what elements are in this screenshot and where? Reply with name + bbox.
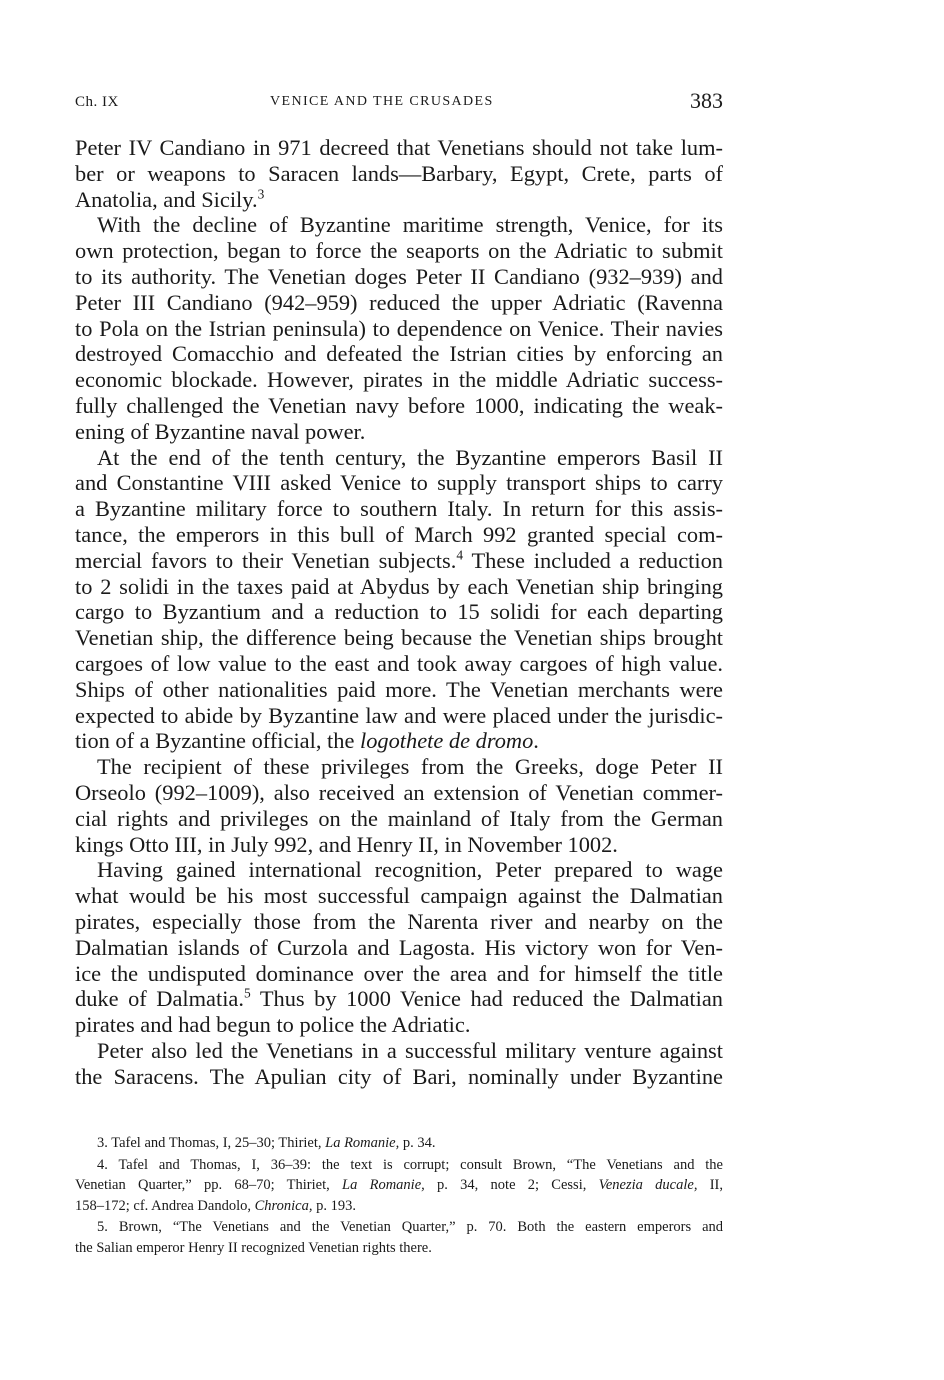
paragraph-2 (75, 212, 723, 444)
footnote-line (75, 1217, 723, 1238)
text-line: to its authority. The Venetian doges Peter II Candiano (932–939) and (75, 263, 723, 289)
text-line: Dalmatian islands of Curzola and Lagosta. His victory won for Ven- (75, 934, 723, 960)
paragraph-1 (75, 135, 723, 212)
footnote-5 (75, 1217, 723, 1258)
footnotes (75, 1133, 723, 1259)
footnote-ref: 4 (456, 547, 464, 563)
text-span: p. 34, note 2; Cessi, (437, 1177, 587, 1193)
footnote-line (75, 1155, 723, 1176)
text-span: Anatolia, and Sicily. (75, 186, 258, 212)
footnote-3 (75, 1133, 723, 1154)
text-line: what would be his most successful campaign against the Dalmatian (75, 883, 723, 909)
paragraph-4 (75, 754, 723, 857)
text-line: economic blockade. However, pirates in the middle Adriatic success- (75, 367, 723, 393)
text-span: Tafel and Thomas, I, 36–39: the text is corrupt; consult Brown, “The Venetians and the (118, 1156, 723, 1173)
text-line: cial rights and privileges on the mainland of Italy from the German (75, 805, 723, 831)
text-line: to Pola on the Istrian peninsula) to dependence on Venice. Their navies (75, 315, 723, 341)
text-line: a Byzantine military force to southern Italy. In return for this assis- (75, 496, 723, 522)
text-line (75, 728, 723, 754)
text-line: fully challenged the Venetian navy before 1000, indicating the weak- (75, 392, 723, 418)
italic-title: La Romanie, (342, 1177, 425, 1193)
text-span: 158–172; cf. Andrea Dandolo, (75, 1197, 251, 1214)
italic-term: logothete de dromo (360, 728, 534, 754)
text-line: ice the undisputed dominance over the area and for himself the title (75, 960, 723, 986)
text-line: Peter also led the Venetians in a successful military venture against (97, 1037, 723, 1063)
text-span: p. 193. (316, 1197, 356, 1214)
footnote-line: the Salian emperor Henry II recognized Venetian rights there. (75, 1239, 432, 1256)
text-line: Peter IV Candiano in 971 decreed that Venetians should not take lum- (75, 135, 723, 160)
paragraph-5 (75, 857, 723, 1038)
footnote-number: 5. (97, 1219, 108, 1235)
paragraph-3 (75, 445, 723, 755)
text-line: to 2 solidi in the taxes paid at Abydus by each Venetian ship bringing (75, 573, 723, 599)
footnote-number: 3. (97, 1135, 108, 1151)
body-text (75, 135, 723, 1089)
text-line: expected to abide by Byzantine law and were placed under the jurisdic- (75, 702, 723, 728)
text-line: the Saracens. The Apulian city of Bari, nominally under Byzantine (75, 1063, 723, 1089)
text-line: At the end of the tenth century, the Byzantine emperors Basil II (97, 444, 723, 470)
paragraph-6 (75, 1038, 723, 1090)
text-span: II, (709, 1177, 724, 1193)
italic-title: Chronica, (254, 1197, 313, 1214)
text-span: Venetian Quarter,” pp. 68–70; Thiriet, (75, 1177, 330, 1193)
text-line: kings Otto III, in July 992, and Henry II, in November 1002. (75, 831, 618, 857)
text-line: ening of Byzantine naval power. (75, 418, 366, 444)
text-line: own protection, began to force the seaports on the Adriatic to submit (75, 238, 723, 264)
text-line: Venetian ship, the difference being because the Venetian ships brought (75, 625, 723, 651)
text-line: cargo to Byzantium and a reduction to 15 solidi for each departing (75, 599, 723, 625)
text-line (75, 548, 723, 574)
running-header (75, 88, 723, 118)
text-span: tion of a Byzantine official, the (75, 728, 355, 754)
footnote-ref: 5 (243, 985, 251, 1001)
chapter-label: Ch. IX (75, 94, 119, 110)
text-line: Having gained international recognition, Peter prepared to wage (97, 857, 723, 883)
text-line: The recipient of these privileges from the Greeks, doge Peter II (97, 754, 723, 780)
text-line: cargoes of low value to the east and took away cargoes of high value. (75, 650, 723, 676)
footnote-4 (75, 1155, 723, 1217)
page-number: 383 (690, 88, 723, 113)
footnote-line (75, 1196, 723, 1217)
text-span: Thus by 1000 Venice had reduced the Dalmatian (250, 986, 723, 1012)
text-line: and Constantine VIII asked Venice to supply transport ships to carry (75, 470, 723, 496)
footnote-ref: 3 (257, 186, 265, 202)
text-line: destroyed Comacchio and defeated the Istrian cities by enforcing an (75, 341, 723, 367)
footnote-line (75, 1175, 723, 1196)
text-span: p. 34. (402, 1135, 436, 1151)
text-span: These included a reduction (463, 547, 723, 573)
text-line: Peter III Candiano (942–959) reduced the upper Adriatic (Ravenna (75, 289, 723, 315)
text-line: ber or weapons to Saracen lands—Barbary, Egypt, Crete, parts of (75, 160, 723, 186)
text-line (75, 187, 723, 213)
italic-title: La Romanie, (325, 1135, 400, 1151)
text-line (75, 986, 723, 1012)
text-line: pirates and had begun to police the Adriatic. (75, 1012, 471, 1038)
footnote-line (75, 1133, 723, 1154)
text-line: Orseolo (992–1009), also received an extension of Venetian commer- (75, 779, 723, 805)
text-span: Tafel and Thomas, I, 25–30; Thiriet, (111, 1135, 322, 1151)
footnote-number: 4. (97, 1156, 108, 1173)
text-span: mercial favors to their Venetian subjects. (75, 547, 457, 573)
running-title: VENICE AND THE CRUSADES (270, 94, 494, 109)
italic-title: Venezia ducale, (598, 1177, 698, 1193)
text-span: Brown, “The Venetians and the Venetian Quarter,” p. 70. Both the eastern emperors and (118, 1219, 724, 1235)
text-line: Ships of other nationalities paid more. The Venetian merchants were (75, 676, 723, 702)
text-span: duke of Dalmatia. (75, 986, 244, 1012)
text-span: . (533, 728, 539, 754)
text-line: pirates, especially those from the Narenta river and nearby on the (75, 908, 723, 934)
text-line: tance, the emperors in this bull of March 992 granted special com- (75, 521, 723, 547)
text-line: With the decline of Byzantine maritime strength, Venice, for its (97, 212, 723, 238)
